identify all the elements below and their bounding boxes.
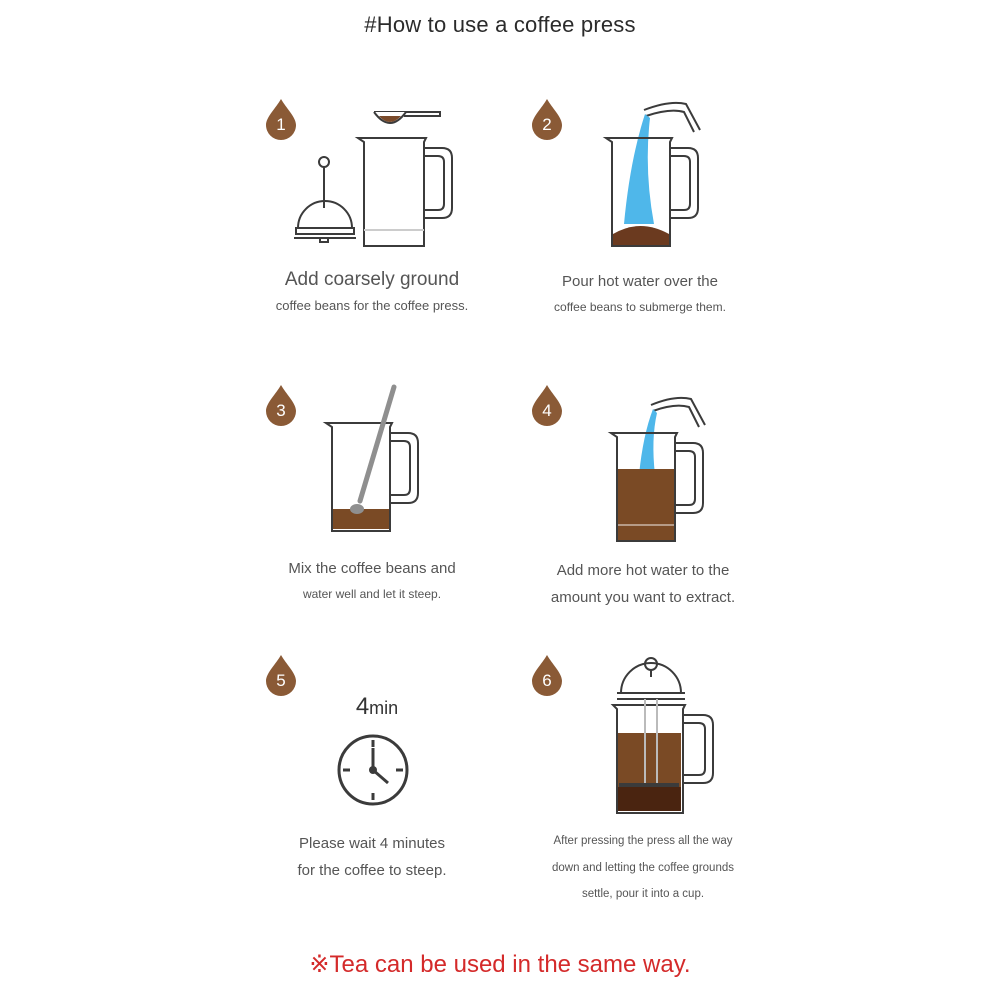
water-stream: [639, 409, 657, 475]
carafe-icon: [358, 138, 452, 246]
step-2-number: 2: [542, 115, 552, 134]
step-3-caption-line-1: Mix the coffee beans and: [288, 560, 456, 577]
step-1-number: 1: [276, 115, 286, 134]
step-6-caption: [503, 836, 783, 901]
step-6-number-badge: [530, 654, 564, 696]
step-5-caption-line-2: for the coffee to steep.: [297, 862, 447, 879]
step-4-number: 4: [542, 401, 552, 420]
water-stream: [624, 114, 654, 224]
step-5-caption-line-1: Please wait 4 minutes: [299, 835, 445, 852]
tea-note: ※Tea can be used in the same way.: [309, 951, 691, 978]
step-3-number-badge: [264, 384, 298, 426]
timer-label: [322, 693, 432, 721]
kettle-spout-icon: [651, 398, 705, 427]
clock-icon: [336, 733, 410, 807]
plunger-lid-icon: [294, 157, 356, 242]
step-5-number-badge: [264, 654, 298, 696]
step-3-caption-line-2: water well and let it steep.: [302, 587, 442, 601]
step-3-number: 3: [276, 401, 286, 420]
step-2-caption: [500, 274, 780, 313]
step-4-illustration: [605, 395, 715, 545]
step-6-caption-line-2: down and letting the coffee grounds: [551, 861, 734, 874]
brewed-coffee: [617, 469, 675, 541]
step-1-illustration: [290, 100, 470, 250]
step-2-illustration: [600, 100, 710, 250]
page-title: #How to use a coffee press: [364, 12, 636, 37]
step-6-caption-line-3: settle, pour it into a cup.: [581, 888, 705, 900]
timer-unit: min: [369, 698, 399, 718]
step-4-caption-line-1: Add more hot water to the: [556, 562, 730, 579]
step-1-caption-line-2: coffee beans for the coffee press.: [275, 298, 469, 313]
step-2-caption-line-2: coffee beans to submerge them.: [554, 300, 726, 314]
scoop-icon: [374, 112, 440, 123]
step-3-caption: [232, 561, 512, 600]
timer-value: 4: [355, 693, 370, 720]
pressed-grounds: [617, 787, 681, 811]
step-5-number: 5: [276, 671, 286, 690]
kettle-spout-icon: [644, 103, 700, 132]
step-6-illustration: [605, 655, 725, 815]
coffee-grounds: [613, 226, 669, 245]
step-6-number: 6: [542, 671, 552, 690]
step-4-caption-line-2: amount you want to extract.: [550, 589, 736, 606]
step-1-caption: [232, 270, 512, 312]
step-2-number-badge: [530, 98, 564, 140]
step-4-number-badge: [530, 384, 564, 426]
step-1-caption-line-1: Add coarsely ground: [284, 269, 460, 290]
step-4-caption: [503, 563, 783, 605]
stirring-spoon-icon: [350, 387, 394, 514]
step-6-caption-line-1: After pressing the press all the way: [553, 835, 733, 847]
step-5-caption: [232, 836, 512, 878]
step-2-caption-line-1: Pour hot water over the: [562, 273, 718, 290]
step-3-illustration: [320, 385, 430, 535]
